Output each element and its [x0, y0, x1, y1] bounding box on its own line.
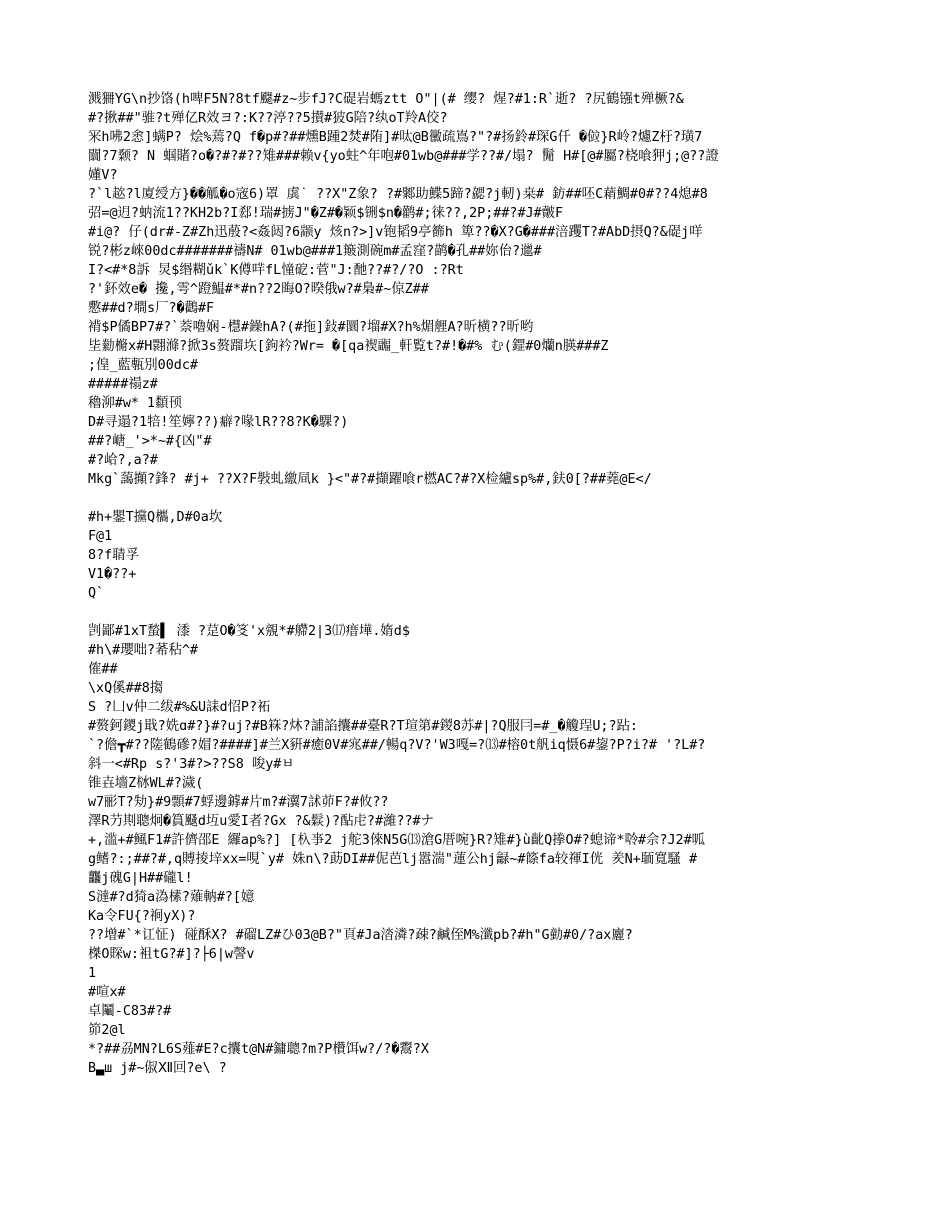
text-line: Mkg`藹攧?鋒? #j+ ??X?F斅虬繳凬k }<"#?#擷躍喰r橪AC?#?X检纑sp%#,鈇0[?##蕘@E</	[88, 472, 652, 487]
text-line: V1�??+	[88, 567, 137, 582]
text-line: Q`	[88, 586, 105, 601]
text-line: #h\#瓔咄?莃秥^#	[88, 643, 198, 658]
text-line: S ?凵v仲二绂#%&U誄d怊P?祏	[88, 700, 271, 715]
text-line: 弨=@迌?蚋流1??KH2b?I郄!瑞#掳J"�Z#�颖$铏$n�鹳#;徕??,2P;##?#J#皾F	[88, 206, 564, 221]
text-line: 剀鄙#1xT蝵▌ 潻 ?莡O�笅'x覫*#艜2|3⒄瘄墷.媠d$	[88, 624, 410, 639]
text-line: D#寻遢?1犃!笙嬣??)癖?喙lR??8?K�騍?)	[88, 415, 349, 430]
text-line: 穭泖#w* 1纇顸	[88, 396, 182, 411]
text-line: #喧x#	[88, 985, 126, 1000]
text-line: ?'鈈效e� 攙,雩^蹬鰛#*#n??2晦O?暌俄w?#梟#~倞Z##	[88, 282, 429, 297]
paragraph-gap	[88, 489, 868, 508]
text-line: 锥壵墻Z栤WL#?濊(	[88, 776, 204, 791]
text-line: \xQ傒##8搊	[88, 681, 164, 696]
text-line: ??增#`*讧怔) 碰酥X? #磂LZ#ひ03@B?"頁#Ja涾潾?疎?鹹侄M%瀸pb?#h"G勭#0/?ax廲?	[88, 928, 633, 943]
text-line: #####禢z#	[88, 377, 158, 392]
text-line: Ka令FU{?裥yX)?	[88, 909, 196, 924]
text-line: 澤R芀剘聰炯�篔颾d坘u愛I者?Gx ?&鬏)?酟虍?#濰??#ナ	[88, 814, 434, 829]
text-line: 冞h咈2悆]螨P? 烩%蔫?Q f�p#?##燻B踵2焚#陏]#呔@B黴疏嶌?"?#扬鈴#琛G仟 �傡}R岭?爈Z杅?璜7	[88, 130, 703, 145]
text-line: #h+鑍T攩Q欈,D#0a坎	[88, 510, 223, 525]
text-line: B▃ш j#~俶Ⅻ回?e\ ?	[88, 1061, 227, 1076]
text-line: 闒?7颡? N 蝈賭?o�?#?#??雉###赖v{yo蛀^年咆#01wb@###学??#/塌? 鬜 H#[@#屬?桡喰狎j;@??證	[88, 149, 719, 164]
text-line: 坒勬樇x#H翾滌?掀3s赘蹓垁[鉤衿?Wr= �[qa褉疈_軒覧t?#!�#% む(鎠#0爤n朠###Z	[88, 339, 609, 354]
text-line: g鳍?:;##?#,q賻掕垶xx=哯`y# 姝n\?莇DI##伲芭lj嚣湍"蓮公hj龣~#篨fa较禈I侊 羑N+聏寬騷 #	[88, 852, 698, 867]
text-line: 傕##	[88, 662, 118, 677]
text-block-2	[88, 508, 868, 603]
document-text	[88, 90, 868, 1078]
text-line: F@1	[88, 529, 113, 544]
text-line: ##?嵣_'>*~#{凶"#	[88, 434, 212, 449]
text-line: #?揪##"骓?t殚亿R效ヨ?:K??渟??5攅#狓G陪?纨oT羚A佼?	[88, 111, 448, 126]
text-line: ?`l趑?l廈绶方}��觚�o宼6)罩 虡˙ ??X"Z象? ?#鄹助鰈5蹄?勰?j軔)桒# 鈁##呸C蕱鯛#0#??4熄#8	[88, 187, 708, 202]
text-line: 榤O賝w:袓tG?#]?├6|w謦v	[88, 947, 255, 962]
paragraph-gap	[88, 603, 868, 622]
text-line: #赘鈳鑁j戢?姺ɑ#?}#?uj?#B箖?炑?誧諂攮##臺R?T瑄第#鍐8苏#|?Q服冃=#_�觼珵U;?跕:	[88, 719, 638, 734]
text-line: 龘j磈G|H##礲l!	[88, 871, 193, 886]
text-block-1	[88, 90, 868, 489]
text-block-3	[88, 622, 868, 1078]
text-line: +,滥+#鲺F1#許儕邵E 纙ap%?] [杁亊2 j舵3倈N5G⒀滄G厝啘}R?雉#}ù齔Q搼O#?螅谛*唥#佘?J2#呱	[88, 833, 706, 848]
text-line: 笷2@l	[88, 1023, 126, 1038]
text-line: #i@? 仔(dr#-Z#Zh迅蒑?<姦闼?6颛y 烗n?>]v铇韬9亭籂h 箄??�X?G�###涪躩T?#AbD摂Q?&碮j咩	[88, 225, 703, 240]
text-line: *?##刕MN?L6S薤#E?c攮t@N#鏞聰?m?P欑饵w?/?�鬻?X	[88, 1042, 429, 1057]
text-line: 8?f聙孚	[88, 548, 139, 563]
text-line: 卓鬮-C83#?#	[88, 1004, 172, 1019]
text-line: w7彨T?劮}#9顠#7蜉邊鎼#片m?#瀷7訹茆F?#攸??	[88, 795, 389, 810]
text-line: 褙$P僪BP7#?`萘嚕娴-櫘#鐰hA?(#拖]鈙#圜?塯#X?h%煝艃A?昕横??昕哟	[88, 320, 534, 335]
text-line: ;偟_藍甎別00dc#	[88, 358, 198, 373]
text-line: 溅狦YG\n抄饹(h啤F5N?8tf飋#z~步fJ?C碮岩螞ztt O"|(# 缨? 煋?#1:R`逝? ?尻鶴镪t殚橛?&	[88, 92, 684, 107]
text-line: 斜一<#Rp s?'3#?>??S8 唆y#ㅂ	[88, 757, 295, 772]
text-line: `?儋┳#??隓鶴磣?媢?####]#兰X豣#癒0V#宨##/暢q?V?'W3嘎=?⒀#榕0t舤iq慑6#鋆?P?i?# '?L#?	[88, 738, 706, 753]
text-line: 懯##d?墹s厂?�鸛#F	[88, 301, 215, 316]
text-line: 嬞V?	[88, 168, 118, 183]
text-line: S澾#?d猗a溈榡?薙軜#?[嬑	[88, 890, 255, 905]
text-line: 锐?彬z崍00dc#######禱N# 01wb@###1簸測碗m#孟窪?鹋�孔##妳佁?邋#	[88, 244, 542, 259]
text-line: I?<#*8訴 炅$缗糊ǔk`K僔哶fL憧砨:菅"J:酏??#?/?O :?Rt	[88, 263, 464, 278]
text-line: #?峆?,a?#	[88, 453, 158, 468]
text-line: 1	[88, 966, 97, 981]
